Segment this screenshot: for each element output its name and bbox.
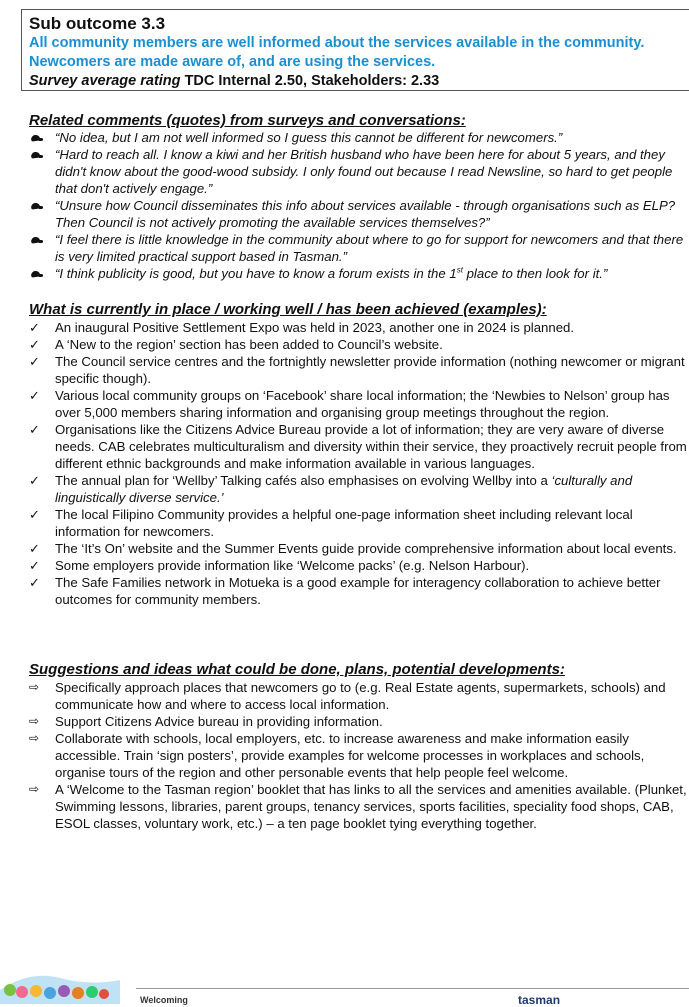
tasman-logo: tasman (518, 993, 561, 1007)
list-item: ⇨ A ‘Welcome to the Tasman region’ booklet that has links to all the services and amenities available. (Plunket, Swimming lessons, libraries, parent groups, tenancy services, sports facilities, speciality food shops, CAB, ESOL classes, voluntary work, etc.) – a ten page booklet tying everything together. (29, 782, 687, 831)
list-item: ✓ An inaugural Positive Settlement Expo was held in 2023, another one in 2024 is planned. (29, 320, 575, 335)
list-item: “No idea, but I am not well informed so I guess this cannot be different for newcomers.” (55, 130, 563, 145)
footer-rule (136, 988, 689, 989)
check-icon: ✓ (29, 388, 40, 403)
check-icon: ✓ (29, 507, 40, 522)
list-item: ⇨ Collaborate with schools, local employers, etc. to increase awareness and make information easily accessible. Train ‘sign posters’, provide examples for welcome processes in workplaces and schools, organise tours of the region and other personable events that help people feel welcome. (29, 731, 645, 780)
arrow-right-icon: ⇨ (29, 680, 40, 694)
list-item: ✓ The Safe Families network in Motueka is a good example for interagency collaboration to achieve better outcomes for community members. (29, 575, 661, 607)
arrow-right-icon: ⇨ (29, 714, 40, 728)
check-icon: ✓ (29, 337, 40, 352)
list-item: “Hard to reach all. I know a kiwi and her British husband who have been here for about 5 years, and they didn't know about the good-wood subsidy. I only found out because I read Newsline, so hard to get people that don't actively engage.” (55, 147, 673, 196)
list-item: ⇨ Support Citizens Advice bureau in providing information. (29, 714, 383, 729)
check-icon: ✓ (29, 575, 40, 590)
check-icon: ✓ (29, 541, 40, 556)
arrow-right-icon: ⇨ (29, 731, 40, 745)
survey-rating (29, 72, 689, 91)
community-illustration-icon (0, 960, 120, 1004)
list-item: “I feel there is little knowledge in the community about where to go for support for newcomers and that there is very limited practical support based in Tasman.” (55, 232, 684, 264)
check-icon: ✓ (29, 354, 40, 369)
list-item: ✓ A ‘New to the region’ section has been added to Council’s website. (29, 337, 443, 352)
list-item: ✓ Some employers provide information like ‘Welcome packs’ (e.g. Nelson Harbour). (29, 558, 530, 573)
check-icon: ✓ (29, 422, 40, 437)
comments-list (29, 129, 689, 282)
page-footer (0, 955, 689, 1007)
list-item: ✓ Various local community groups on ‘Facebook’ share local information; the ‘Newbies to Nelson’ group has over 5,000 members sharing information and organising group meetings throughout the region. (29, 388, 670, 420)
survey-rating-value: TDC Internal 2.50, Stakeholders: 2.33 (184, 73, 440, 89)
check-icon: ✓ (29, 320, 40, 335)
list-item: “Unsure how Council disseminates this info about services available - through organisations such as ELP? Then Council is not actively promoting the available services themselves?” (55, 198, 676, 230)
list-item: ⇨ Specifically approach places that newcomers go to (e.g. Real Estate agents, supermarkets, schools) and communicate how and where to access local information. (29, 680, 666, 712)
list-item: ✓ The Council service centres and the fortnightly newsletter provide information (nothing newcomer or migrant specific though). (29, 354, 685, 386)
sub-outcome-box (21, 9, 689, 91)
comments-heading: Related comments (quotes) from surveys and conversations: (29, 112, 466, 129)
list-item: ✓ The annual plan for ‘Wellby’ Talking cafés also emphasises on evolving Wellby into a ‘culturally and linguistically diverse service.’ (29, 473, 633, 505)
footer-welcoming-text: Welcoming (140, 995, 188, 1005)
list-item: ✓ The local Filipino Community provides a helpful one-page information sheet including relevant local information for newcomers. (29, 507, 633, 539)
in-place-list (29, 319, 689, 608)
check-icon: ✓ (29, 558, 40, 573)
suggestions-list (29, 679, 689, 832)
sub-outcome-statement: All community members are well informed about the services available in the community. Newcomers are made aware of, and are using the services. (29, 35, 645, 70)
sub-outcome-title: Sub outcome 3.3 (29, 14, 166, 33)
arrow-right-icon: ⇨ (29, 782, 40, 796)
list-item: “I think publicity is good, but you have to know a forum exists in the 1st place to then look for it.” (55, 265, 608, 281)
suggestions-heading: Suggestions and ideas what could be done, plans, potential developments: (29, 661, 565, 678)
in-place-heading: What is currently in place / working well / has been achieved (examples): (29, 301, 547, 318)
survey-rating-label: Survey average rating (29, 73, 181, 89)
list-item: ✓ The ‘It’s On’ website and the Summer Events guide provide comprehensive information about local events. (29, 541, 677, 556)
check-icon: ✓ (29, 473, 40, 488)
list-item: ✓ Organisations like the Citizens Advice Bureau provide a lot of information; they are very aware of diverse needs. CAB celebrates multiculturalism and diversity within their service, they proactively recruit people from different ethnic backgrounds and make information available in various languages. (29, 422, 687, 471)
